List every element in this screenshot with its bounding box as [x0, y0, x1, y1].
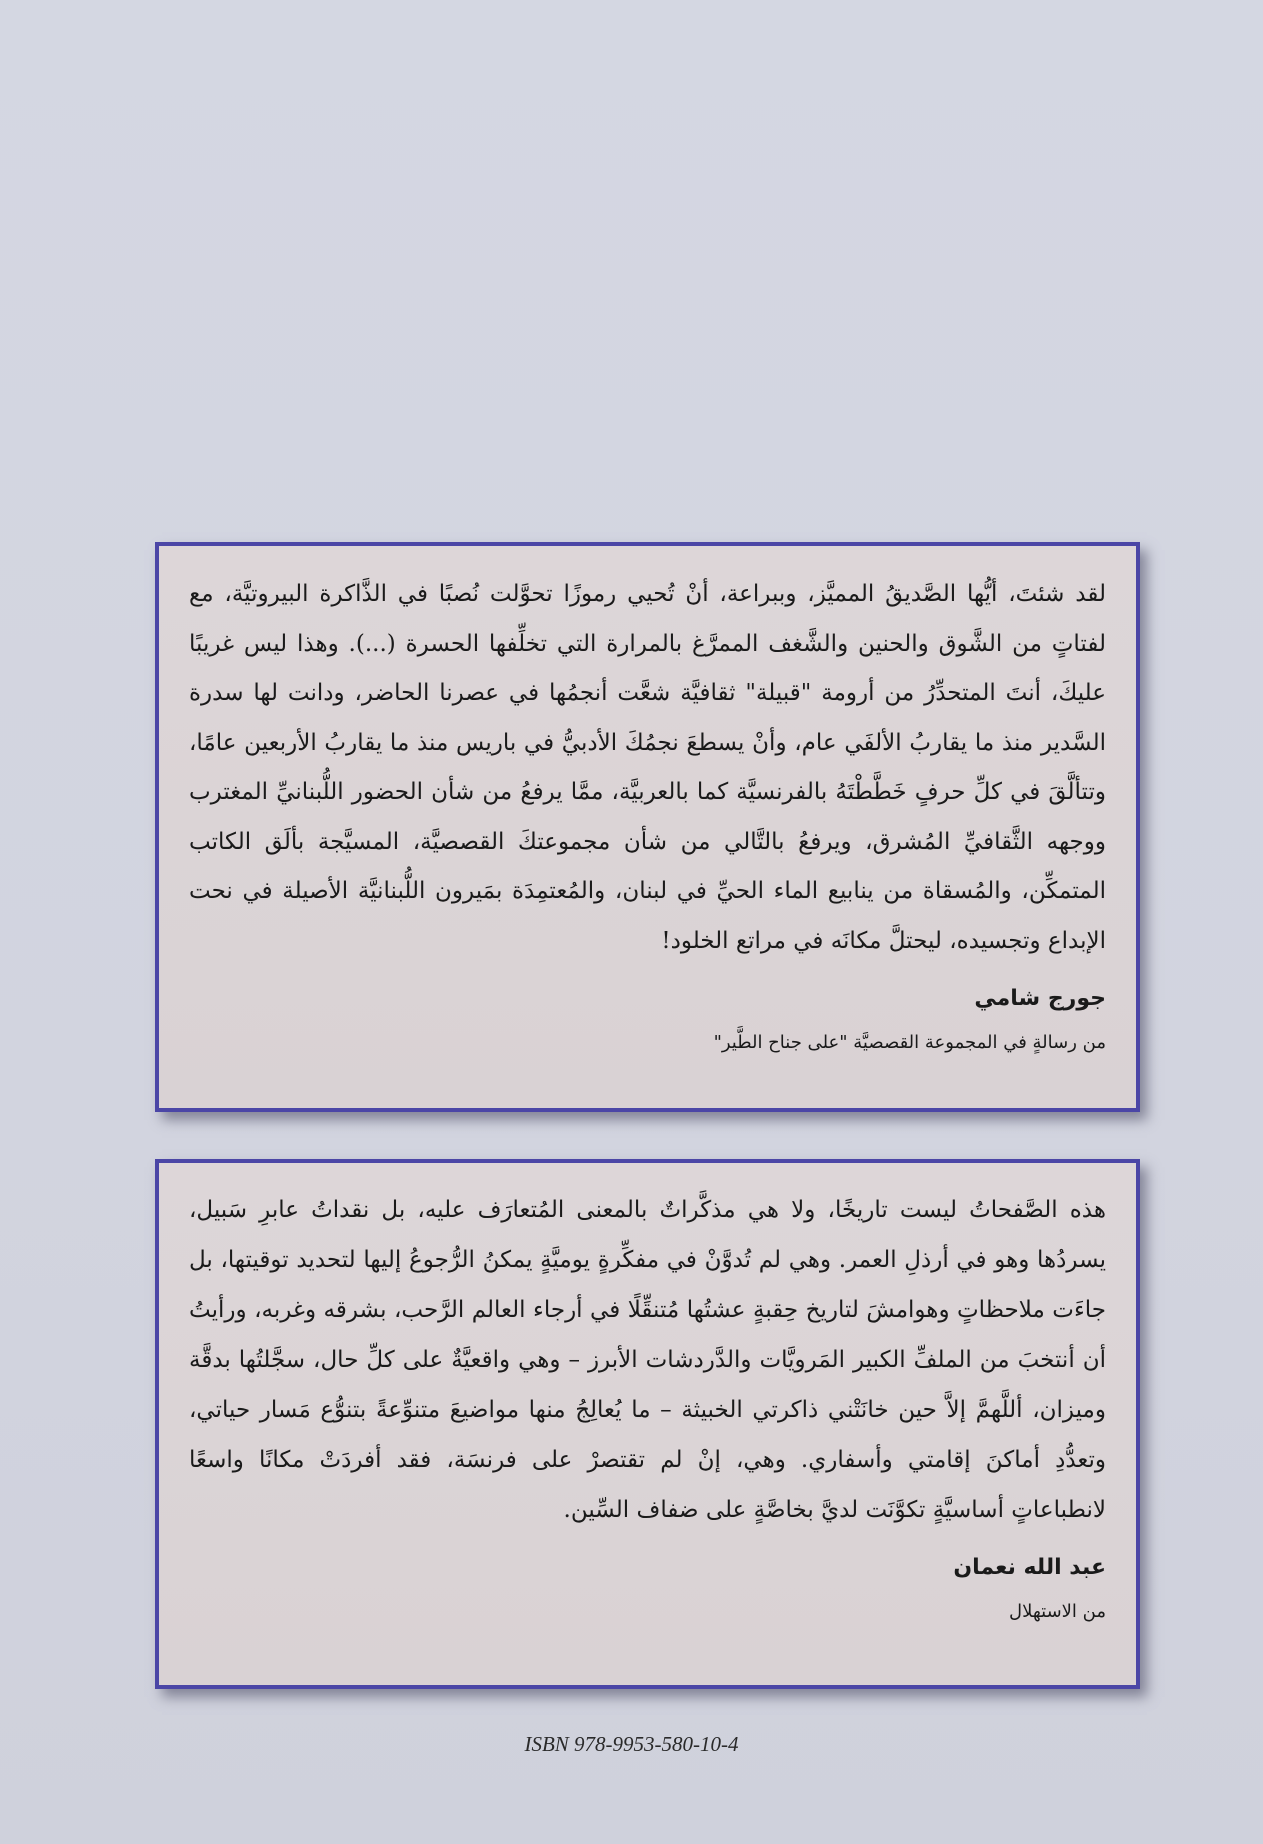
quote-box-george-shami	[155, 542, 1140, 1112]
quote-source: من رسالةٍ في المجموعة القصصيَّة "على جناح الطَّير"	[713, 1032, 1106, 1053]
quote-box-abdallah-noman	[155, 1159, 1140, 1689]
quote-author: جورج شامي	[974, 986, 1106, 1011]
isbn-number: ISBN 978-9953-580-10-4	[524, 1732, 739, 1756]
quote-text: لقد شئتَ، أيُّها الصَّديقُ المميَّز، وببراعة، أنْ تُحيي رموزًا تحوَّلت نُصبًا في الذَّاكرة البيروتيَّة، مع لفتاتٍ من الشَّوق والحنين والشَّغف الممرَّغ بالمرارة التي تخلِّفها الحسرة (...). وهذا ليس غريبًا عليكَ، أنتَ المتحدِّرُ من أرومة "قبيلة" ثقافيَّة شعَّت أنجمُها في عصرنا الحاضر، ودانت لها سدرة السَّدير منذ ما يقاربُ الألفَي عام، وأنْ يسطعَ نجمُكَ الأدبيُّ في باريس منذ ما يقاربُ الأربعين عامًا، وتتألَّقَ في كلِّ حرفٍ خَطَّطْتَهُ بالفرنسيَّة كما بالعربيَّة، ممَّا يرفعُ من شأن الحضور اللُّبنانيِّ المغترب ووجهه الثَّقافيِّ المُشرق، ويرفعُ بالتَّالي من شأن مجموعتكَ القصصيَّة، المسيَّجة بألَق الكاتب المتمكِّن، والمُسقاة من ينابيع الماء الحيِّ في لبنان، والمُعتمِدَة بمَيرون اللُّبنانيَّة الأصيلة في نحت الإبداع وتجسيده، ليحتلَّ مكانَه في مراتع الخلود!	[189, 581, 1106, 954]
quote-author: عبد الله نعمان	[953, 1555, 1106, 1580]
quote-text: هذه الصَّفحاتُ ليست تاريخًا، ولا هي مذكَّراتٌ بالمعنى المُتعارَف عليه، بل نقداتُ عابرِ سَبيل، يسردُها وهو في أرذلِ العمر. وهي لم تُدوَّنْ في مفكِّرةٍ يوميَّةٍ يمكنُ الرُّجوعُ إليها لتحديد توقيتها، بل جاءَت ملاحظاتٍ وهوامشَ لتاريخ حِقبةٍ عشتُها مُتنقِّلًا في أرجاء العالم الرَّحب، بشرقه وغربه، ورأيتُ أن أنتخبَ من الملفِّ الكبير المَرويَّات والدَّردشات الأبرز – وهي واقعيَّةٌ على كلِّ حال، سجَّلتُها بدقَّة وميزان، أللَّهمَّ إلاَّ حين خانَتْني ذاكرتي الخبيثة – ما يُعالِجُ منها مواضيعَ متنوِّعةً بتنوُّع مَسار حياتي، وتعدُّدِ أماكنَ إقامتي وأسفاري. وهي، إنْ لم تقتصرْ على فرنسَة، فقد أفردَتْ مكانًا واسعًا لانطباعاتٍ أساسيَّةٍ تكوَّنَت لديَّ بخاصَّةٍ على ضفاف السِّين.	[189, 1197, 1106, 1523]
quote-source: من الاستهلال	[1009, 1601, 1106, 1622]
